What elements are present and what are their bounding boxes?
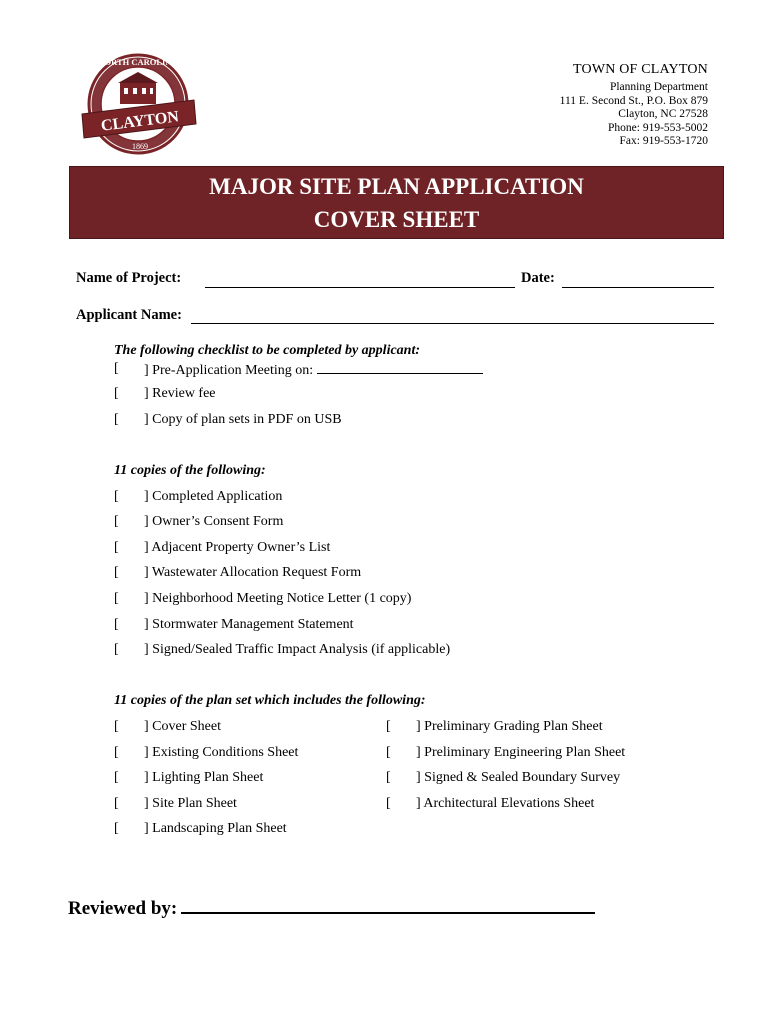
checklist-item[interactable] <box>114 745 374 763</box>
checklist-item[interactable] <box>114 361 614 379</box>
address-line1: 111 E. Second St., P.O. Box 879 <box>559 94 708 107</box>
applicant-label: Applicant Name: <box>76 307 182 323</box>
checkbox-bracket: [ <box>114 719 119 734</box>
town-name: TOWN OF CLAYTON <box>573 62 708 77</box>
checklist-item-label: ] Stormwater Management Statement <box>144 617 354 632</box>
checklist-item[interactable] <box>114 617 614 635</box>
checklist-item-label: ] Review fee <box>144 386 216 401</box>
checklist-item-label: ] Wastewater Allocation Request Form <box>144 565 362 580</box>
date-label: Date: <box>521 270 555 286</box>
plan-set-heading: 11 copies of the plan set which includes the following: <box>114 693 426 708</box>
checkbox-bracket: [ <box>386 770 391 785</box>
copies-heading: 11 copies of the following: <box>114 463 266 478</box>
checklist-item[interactable] <box>114 770 374 788</box>
checklist-item[interactable] <box>114 514 614 532</box>
checklist-intro: The following checklist to be completed by applicant: <box>114 343 421 358</box>
checklist-item[interactable] <box>386 745 716 763</box>
checklist-item[interactable] <box>114 719 374 737</box>
checkbox-bracket: [ <box>386 745 391 760</box>
pre-application-date-field[interactable] <box>317 361 483 374</box>
checkbox-bracket: [ <box>114 386 119 401</box>
checklist-item[interactable] <box>386 796 716 814</box>
checklist-item-label: ] Architectural Elevations Sheet <box>416 796 595 811</box>
town-seal-logo <box>78 52 200 156</box>
checklist-item[interactable] <box>114 489 614 507</box>
checkbox-bracket: [ <box>114 770 119 785</box>
checklist-item[interactable] <box>114 642 614 660</box>
seal-banner-text: CLAYTON <box>100 108 180 135</box>
checkbox-bracket: [ <box>114 745 119 760</box>
reviewed-by-field[interactable] <box>181 896 595 914</box>
checkbox-bracket: [ <box>114 540 119 555</box>
checklist-item-label: ] Pre-Application Meeting on: <box>144 363 314 378</box>
checklist-item[interactable] <box>114 591 614 609</box>
checkbox-bracket: [ <box>114 514 119 529</box>
checkbox-bracket: [ <box>114 796 119 811</box>
checkbox-bracket: [ <box>114 412 119 427</box>
checklist-item[interactable] <box>114 796 374 814</box>
checklist-item-label: ] Completed Application <box>144 489 283 504</box>
title-line2: COVER SHEET <box>313 207 480 232</box>
checklist-item-label: ] Lighting Plan Sheet <box>144 770 264 785</box>
checklist-item-label: ] Preliminary Grading Plan Sheet <box>416 719 603 734</box>
checklist-item[interactable] <box>114 412 614 430</box>
contact-block <box>560 81 708 149</box>
checkbox-bracket: [ <box>386 719 391 734</box>
checkbox-bracket: [ <box>114 591 119 606</box>
checklist-item[interactable] <box>114 540 614 558</box>
reviewed-by <box>68 896 595 920</box>
title-banner <box>69 166 724 239</box>
department: Planning Department <box>609 81 708 93</box>
checklist-item[interactable] <box>386 770 716 788</box>
checklist-item-label: ] Landscaping Plan Sheet <box>144 821 287 836</box>
applicant-field[interactable] <box>191 323 714 324</box>
checklist-item-label: ] Cover Sheet <box>144 719 221 734</box>
project-label: Name of Project: <box>76 270 182 286</box>
checklist-item-label: ] Owner’s Consent Form <box>144 514 284 529</box>
checklist-item[interactable] <box>114 565 614 583</box>
checklist-item-label: ] Preliminary Engineering Plan Sheet <box>416 745 626 760</box>
checklist-item-label: ] Existing Conditions Sheet <box>144 745 299 760</box>
checklist-item[interactable] <box>114 386 614 404</box>
phone: Phone: 919-553-5002 <box>608 121 708 134</box>
checklist-item[interactable] <box>114 821 374 839</box>
checkbox-bracket: [ <box>114 361 119 376</box>
checkbox-bracket: [ <box>114 642 119 657</box>
checkbox-bracket: [ <box>114 565 119 580</box>
checkbox-bracket: [ <box>114 617 119 632</box>
fax: Fax: 919-553-1720 <box>619 135 708 148</box>
project-field[interactable] <box>205 287 515 288</box>
reviewed-by-label: Reviewed by: <box>68 898 178 919</box>
date-field[interactable] <box>562 287 714 288</box>
checkbox-bracket: [ <box>114 821 119 836</box>
checklist-item-label: ] Site Plan Sheet <box>144 796 237 811</box>
seal-top-text: NORTH CAROLINA <box>98 57 178 67</box>
checkbox-bracket: [ <box>386 796 391 811</box>
seal-year: 1869 <box>132 142 148 151</box>
checklist-item-label: ] Adjacent Property Owner’s List <box>144 540 331 555</box>
checklist-item-label: ] Signed & Sealed Boundary Survey <box>416 770 621 785</box>
checklist-item-label: ] Signed/Sealed Traffic Impact Analysis (if applicable) <box>144 642 451 657</box>
checkbox-bracket: [ <box>114 489 119 504</box>
checklist-item[interactable] <box>386 719 716 737</box>
checklist-item-label: ] Neighborhood Meeting Notice Letter (1 copy) <box>144 591 412 606</box>
checklist-item-label: ] Copy of plan sets in PDF on USB <box>144 412 342 427</box>
title-line1: MAJOR SITE PLAN APPLICATION <box>209 174 584 199</box>
address-line2: Clayton, NC 27528 <box>618 108 708 121</box>
